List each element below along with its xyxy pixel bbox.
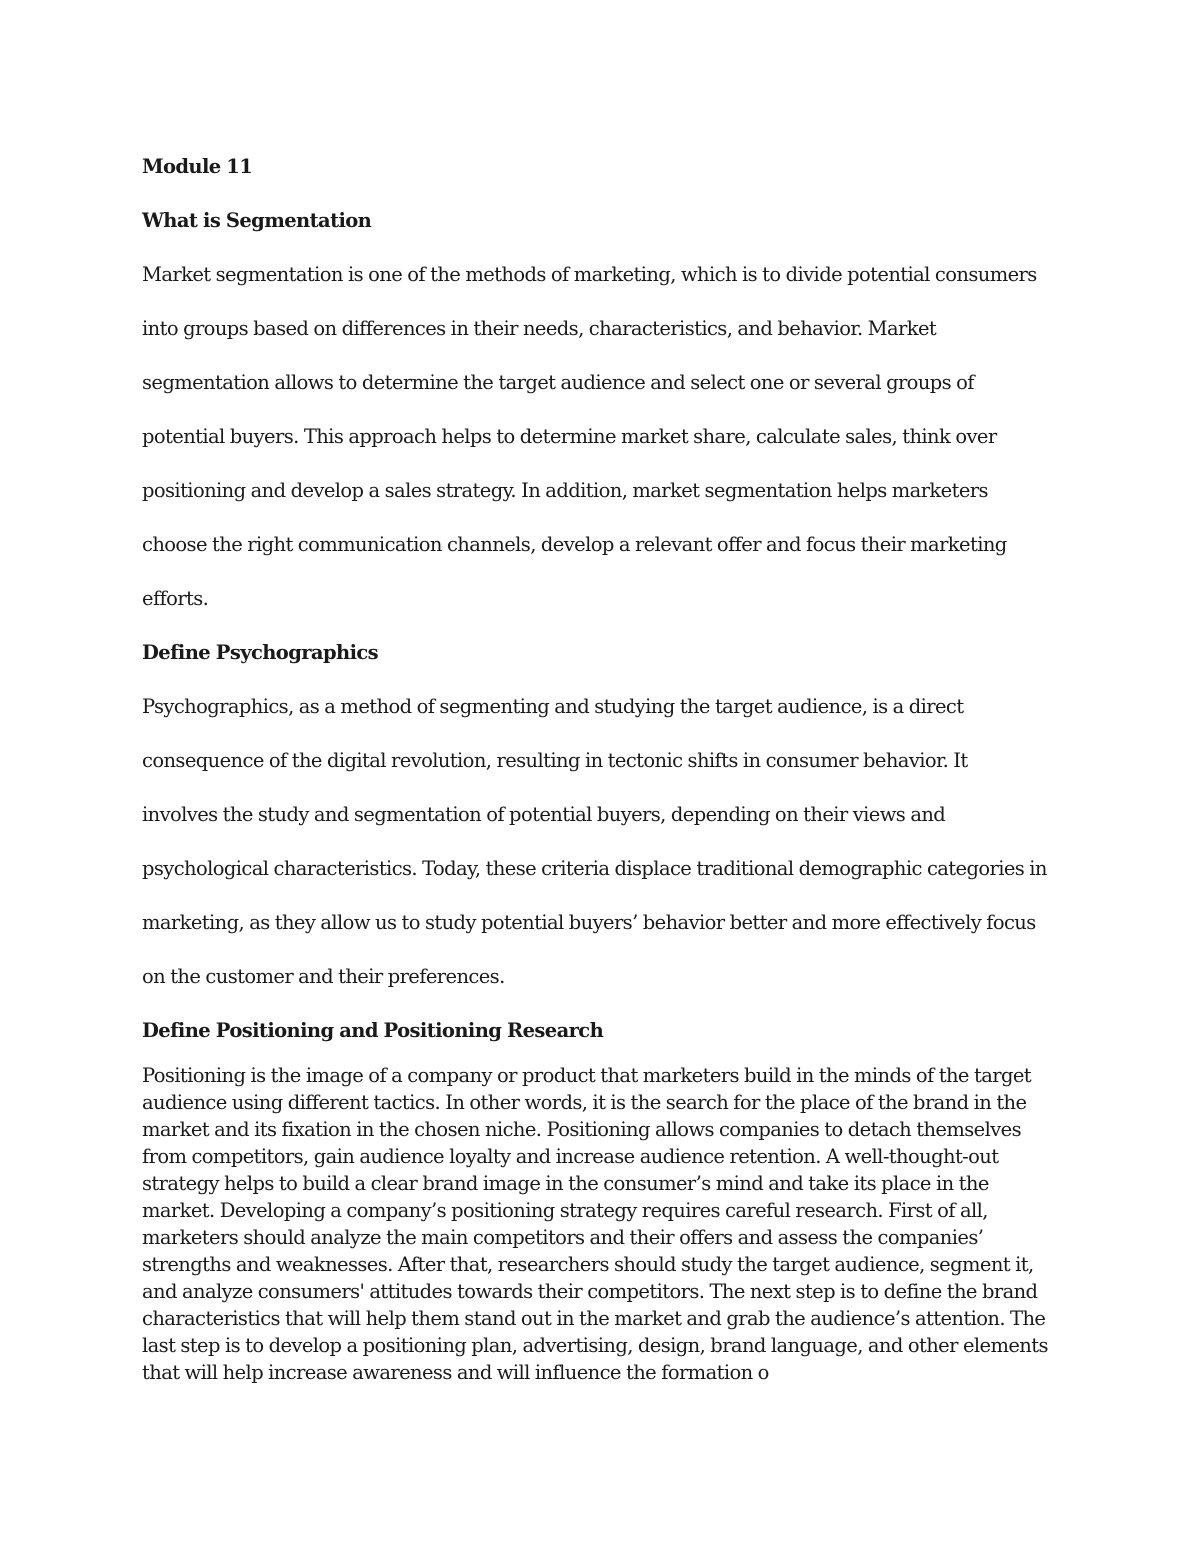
body-line: market and its fixation in the chosen niche. Positioning allows companies to detach themselves — [142, 1118, 1021, 1141]
section-body-positioning — [142, 1062, 1082, 1386]
document-body — [142, 140, 1082, 1386]
section-heading-positioning: Define Positioning and Positioning Research — [142, 1019, 604, 1042]
body-line: audience using different tactics. In other words, it is the search for the place of the brand in the — [142, 1091, 1027, 1114]
body-line: potential buyers. This approach helps to determine market share, calculate sales, think over — [142, 425, 997, 448]
body-line: efforts. — [142, 587, 209, 610]
body-line: last step is to develop a positioning plan, advertising, design, brand language, and other elements — [142, 1334, 1048, 1357]
section-heading-psychographics: Define Psychographics — [142, 641, 379, 664]
body-line: psychological characteristics. Today, these criteria displace traditional demographic categories in — [142, 857, 1047, 880]
body-line: that will help increase awareness and will influence the formation o — [142, 1361, 769, 1384]
body-line: strategy helps to build a clear brand image in the consumer’s mind and take its place in the — [142, 1172, 989, 1195]
body-line: Market segmentation is one of the methods of marketing, which is to divide potential consumers — [142, 263, 1037, 286]
body-line: and analyze consumers' attitudes towards their competitors. The next step is to define the brand — [142, 1280, 1038, 1303]
body-line: from competitors, gain audience loyalty and increase audience retention. A well-thought-out — [142, 1145, 999, 1168]
body-line: on the customer and their preferences. — [142, 965, 505, 988]
body-line: characteristics that will help them stand out in the market and grab the audience’s attention. The — [142, 1307, 1046, 1330]
body-line: Positioning is the image of a company or product that marketers build in the minds of the target — [142, 1064, 1032, 1087]
body-line: choose the right communication channels, develop a relevant offer and focus their marketing — [142, 533, 1007, 556]
body-line: into groups based on differences in their needs, characteristics, and behavior. Market — [142, 317, 937, 340]
module-title: Module 11 — [142, 155, 253, 178]
body-line: positioning and develop a sales strategy. In addition, market segmentation helps marketers — [142, 479, 988, 502]
body-line: strengths and weaknesses. After that, researchers should study the target audience, segment it, — [142, 1253, 1034, 1276]
section-body-psychographics — [142, 680, 1082, 1004]
section-body-segmentation — [142, 248, 1082, 626]
body-line: market. Developing a company’s positioning strategy requires careful research. First of all, — [142, 1199, 988, 1222]
body-line: Psychographics, as a method of segmenting and studying the target audience, is a direct — [142, 695, 964, 718]
body-line: segmentation allows to determine the target audience and select one or several groups of — [142, 371, 974, 394]
body-line: marketing, as they allow us to study potential buyers’ behavior better and more effectively focus — [142, 911, 1036, 934]
section-heading-segmentation: What is Segmentation — [142, 209, 372, 232]
body-line: involves the study and segmentation of potential buyers, depending on their views and — [142, 803, 946, 826]
body-line: consequence of the digital revolution, resulting in tectonic shifts in consumer behavior. It — [142, 749, 968, 772]
body-line: marketers should analyze the main competitors and their offers and assess the companies’ — [142, 1226, 984, 1249]
